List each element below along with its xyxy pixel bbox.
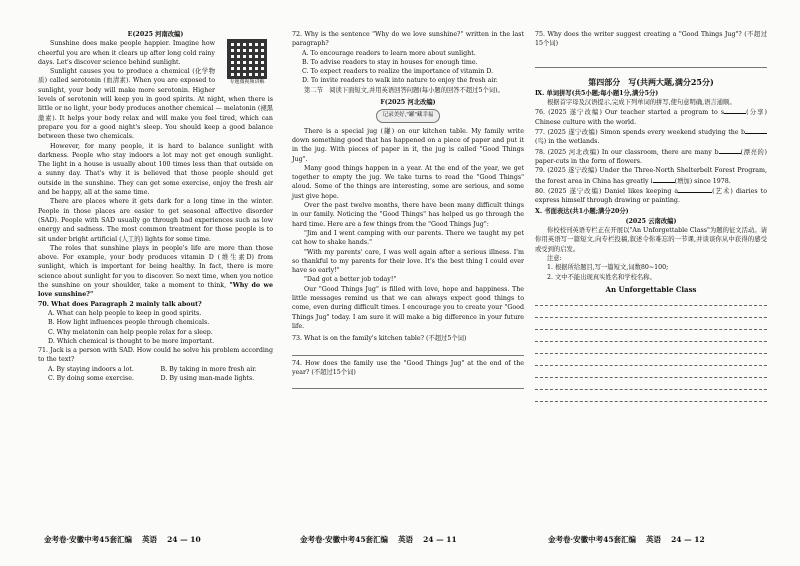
question-text: 79. (2025 遂宁改编) Under the Three-North Shelterbelt Forest Program, the forest area in China has greatly i — [535, 167, 767, 185]
footer-subject: 英语 — [142, 535, 158, 544]
writing-line[interactable] — [535, 380, 767, 390]
blank-input[interactable] — [653, 176, 675, 183]
writing-line[interactable] — [535, 320, 767, 330]
passage-f-paragraph: Many good things happen in a year. At the end of the year, we get together to empty the jug. We take turns to read the "Good Things" aloud. Some of the things are interesting, some are serious, and some just give hope. — [292, 164, 524, 200]
paragraph-highlight: "Why do we love sunshine?" — [38, 282, 273, 299]
question-text: 77. (2025 遂宁改编) Simon spends every weekend studying the b — [535, 129, 745, 137]
note-item: 1. 根据所给题目,写一篇短文,词数80~100; — [547, 264, 669, 272]
option[interactable]: A. What can help people to keep in good spirits. — [48, 309, 202, 317]
option[interactable]: C. To expect readers to realize the importance of vitamin D. — [302, 68, 494, 76]
section-9-desc: 根据首字母及汉语提示,完成下列单词的拼写,使句意明确,语言通顺。 — [547, 99, 736, 107]
option[interactable]: D. Which chemical is thought to be more important. — [48, 337, 215, 345]
page-footer — [44, 534, 201, 545]
blank-input[interactable] — [678, 186, 712, 193]
question-72: 72. Why is the sentence "Why do we love sunshine?" written in the last paragraph? — [292, 31, 524, 48]
question-text: 80. (2025 遂宁改编) Daniel likes keeping a — [535, 187, 679, 195]
option[interactable]: A. To encourage readers to learn more about sunlight. — [302, 49, 476, 57]
footer-brand: 金考卷·安徽中考45套汇编 — [548, 535, 637, 544]
section-10-title: Ⅹ. 书面表达(共1小题;满分20分) — [535, 208, 629, 216]
page-footer — [300, 534, 457, 545]
section-instruction: 第二节 阅读下面短文,并用英语回答问题(每小题的回答不超过5个词)。 — [304, 86, 504, 94]
banner-text: 记录美好,"罐"藏幸福 — [376, 109, 441, 122]
passage-e-paragraph: However, for many people, it is hard to balance sunlight with darkness. People who stay indoors a lot may not get enough sunlight. The light in a house is usually about 100 times less than that outside on a sunny day. That's why it is believed that those people should get outside in the sunshine. They can get some exercise, enjoy the fresh air and be happy, all at the same time. — [38, 142, 273, 197]
part-four-title: 第四部分 写(共两大题,满分25分) — [588, 76, 714, 87]
passage-e-paragraph: Sunshine does make people happier. Imagine how cheerful you are when it clears up after long cold rainy days. Let's discover science behind sunlight. — [38, 40, 215, 66]
passage-f-paragraph: Our "Good Things Jug" is filled with love, hope and happiness. The little messages remind us that we can always expect good things to come, even during difficult times. I encourage you to create your "Good Things Jug" today. I am sure it will make a big difference in your future life. — [292, 285, 524, 330]
qr-block — [221, 39, 273, 85]
question-76 — [535, 107, 767, 127]
blank-input[interactable] — [745, 127, 767, 134]
paragraph-text: The roles that sunshine plays in people's life are more than those above. For example, your body produces vitamin D (维生素D) from sunlight, which is important for being healthy. In fact, there is more science about sunlight for you to discover. So next time, when you notice the sunshine on your shoulder, take a moment to think, — [38, 244, 273, 290]
passage-f-title: F(2025 河北改编) — [380, 99, 436, 107]
notes-label: 注意: — [547, 254, 562, 262]
column-left — [38, 30, 273, 383]
question-80 — [535, 186, 767, 206]
option[interactable]: C. By doing some exercise. — [48, 374, 134, 382]
writing-line[interactable] — [535, 392, 767, 402]
question-70: 70. What does Paragraph 2 mainly talk about? — [38, 300, 202, 308]
passage-f-paragraph: "Dad got a better job today!" — [304, 276, 397, 284]
question-74: 74. How does the family use the "Good Things Jug" at the end of the year? (不超过15个词) — [292, 359, 524, 376]
passage-e-paragraph: There are places where it gets dark for a long time in the winter. People in those places are easier to get seasonal affective disorder (SAD). People with SAD usually go through bad experiences such as low energy and sadness. The most common treatment for those people is to sit under bright artificial (人工的) lights for some time. — [38, 198, 273, 243]
question-75: 75. Why does the writer suggest creating a "Good Things Jug"? (不超过15个词) — [535, 31, 767, 48]
section-10-source: (2025 云南改编) — [625, 217, 677, 225]
writing-prompt: 你校校刊英语专栏正在开展以"An Unforgettable Class"为题的征文活动。请你用英语写一篇短文,向专栏投稿,叙述令你难忘的一节课,并谈谈你从中获得的感受或受到的启发。 — [535, 227, 767, 253]
passage-banner — [292, 109, 524, 122]
column-right — [535, 30, 767, 404]
question-77 — [535, 127, 767, 147]
question-text: 76. (2025 遂宁改编) Our teacher started a program to s — [535, 109, 725, 117]
option[interactable]: D. To invite readers to walk into nature to enjoy the fresh air. — [302, 77, 498, 85]
blank-input[interactable] — [719, 147, 741, 154]
question-text: (增加) since 1978. — [674, 177, 731, 185]
option[interactable]: D. By using man-made lights. — [160, 374, 255, 382]
blank-input[interactable] — [724, 107, 746, 114]
passage-e-paragraph: Sunlight causes you to produce a chemical (化学物质) called serotonin (血清素). When you are exposed to sunlight, your body will make more serotonin. Higher levels of serotonin will keep you in good spirits. At night, when there is little or no light, your body produces another chemical — melatonin (褪黑激素). It helps your body relax and will make you feel tired, which can prepare you for a good night's sleep. You should keep a good balance between these two chemicals. — [38, 68, 273, 141]
footer-page-number: 24 — 11 — [423, 535, 457, 544]
question-text: (艺术) diaries to express himself through drawing or painting. — [535, 187, 767, 205]
page-footer — [548, 534, 705, 545]
writing-line[interactable] — [535, 344, 767, 354]
qr-code-icon — [227, 39, 267, 79]
question-text: (鸟) in the wetlands. — [535, 138, 600, 146]
option[interactable]: A. By staying indoors a lot. — [48, 365, 134, 373]
passage-f-paragraph: "With my parents' care, I was well again after a serious illness. I'm so thankful to my parents for their love. It's the best thing I could ever have so early!" — [292, 248, 524, 275]
passage-f-paragraph: There is a special jug (罐) on our kitchen table. My family write down something good that has happened on a piece of paper and put it in the jug. With pieces of paper in it, the jug is called "Good Things Jug". — [292, 127, 524, 163]
footer-subject: 英语 — [398, 535, 414, 544]
writing-line[interactable] — [535, 296, 767, 306]
option[interactable]: C. Why melatonin can help people relax for a sleep. — [48, 328, 213, 336]
option[interactable]: B. To advise readers to stay in houses for enough time. — [302, 58, 478, 66]
writing-line[interactable] — [535, 332, 767, 342]
option-row — [38, 365, 273, 374]
answer-line[interactable] — [535, 59, 767, 68]
question-73: 73. What is on the family's kitchen table? (不超过5个词) — [292, 335, 467, 343]
passage-f-paragraph: Over the past twelve months, there have been many difficult things in our family. Noticing the "Good Things" has helped us go through the hard time. Here are a few things from the "Good Things Jug": — [292, 202, 524, 228]
footer-page-number: 24 — 12 — [671, 535, 705, 544]
footer-subject: 英语 — [646, 535, 662, 544]
column-middle — [292, 30, 524, 392]
option[interactable]: B. How light influences people through chemicals. — [48, 319, 210, 327]
passage-e-title: E(2025 河南改编) — [127, 31, 184, 38]
answer-line[interactable] — [292, 380, 524, 389]
question-78 — [535, 147, 767, 167]
option[interactable]: B. By taking in more fresh air. — [160, 365, 257, 373]
footer-brand: 金考卷·安徽中考45套汇编 — [44, 535, 133, 544]
question-text: (漂亮的) paper-cuts in the form of flowers. — [535, 148, 767, 165]
note-item: 2. 文中不能出现真实姓名和学校名称。 — [547, 273, 656, 281]
passage-f-paragraph: "Jim and I went camping with our parents. There we taught my pet cat how to shake hands." — [292, 229, 524, 247]
qr-caption: 专题微视频讲解 — [229, 79, 265, 86]
writing-line[interactable] — [535, 368, 767, 378]
question-text: (分享) Chinese culture with the world. — [535, 109, 768, 126]
passage-e-paragraph — [38, 244, 273, 300]
essay-title: An Unforgettable Class — [605, 284, 697, 294]
answer-line[interactable] — [292, 347, 524, 356]
footer-page-number: 24 — 10 — [167, 535, 201, 544]
section-9-title: Ⅸ. 单词拼写(共5小题;每小题1分,满分5分) — [535, 89, 659, 97]
footer-brand: 金考卷·安徽中考45套汇编 — [300, 535, 389, 544]
option-row — [38, 374, 273, 383]
question-71: 71. Jack is a person with SAD. How could he solve his problem according to the text? — [38, 347, 273, 364]
writing-line[interactable] — [535, 308, 767, 318]
question-text: 78. (2025 河北改编) In our classroom, there are many b — [535, 148, 719, 156]
question-79 — [535, 166, 767, 186]
writing-line[interactable] — [535, 356, 767, 366]
